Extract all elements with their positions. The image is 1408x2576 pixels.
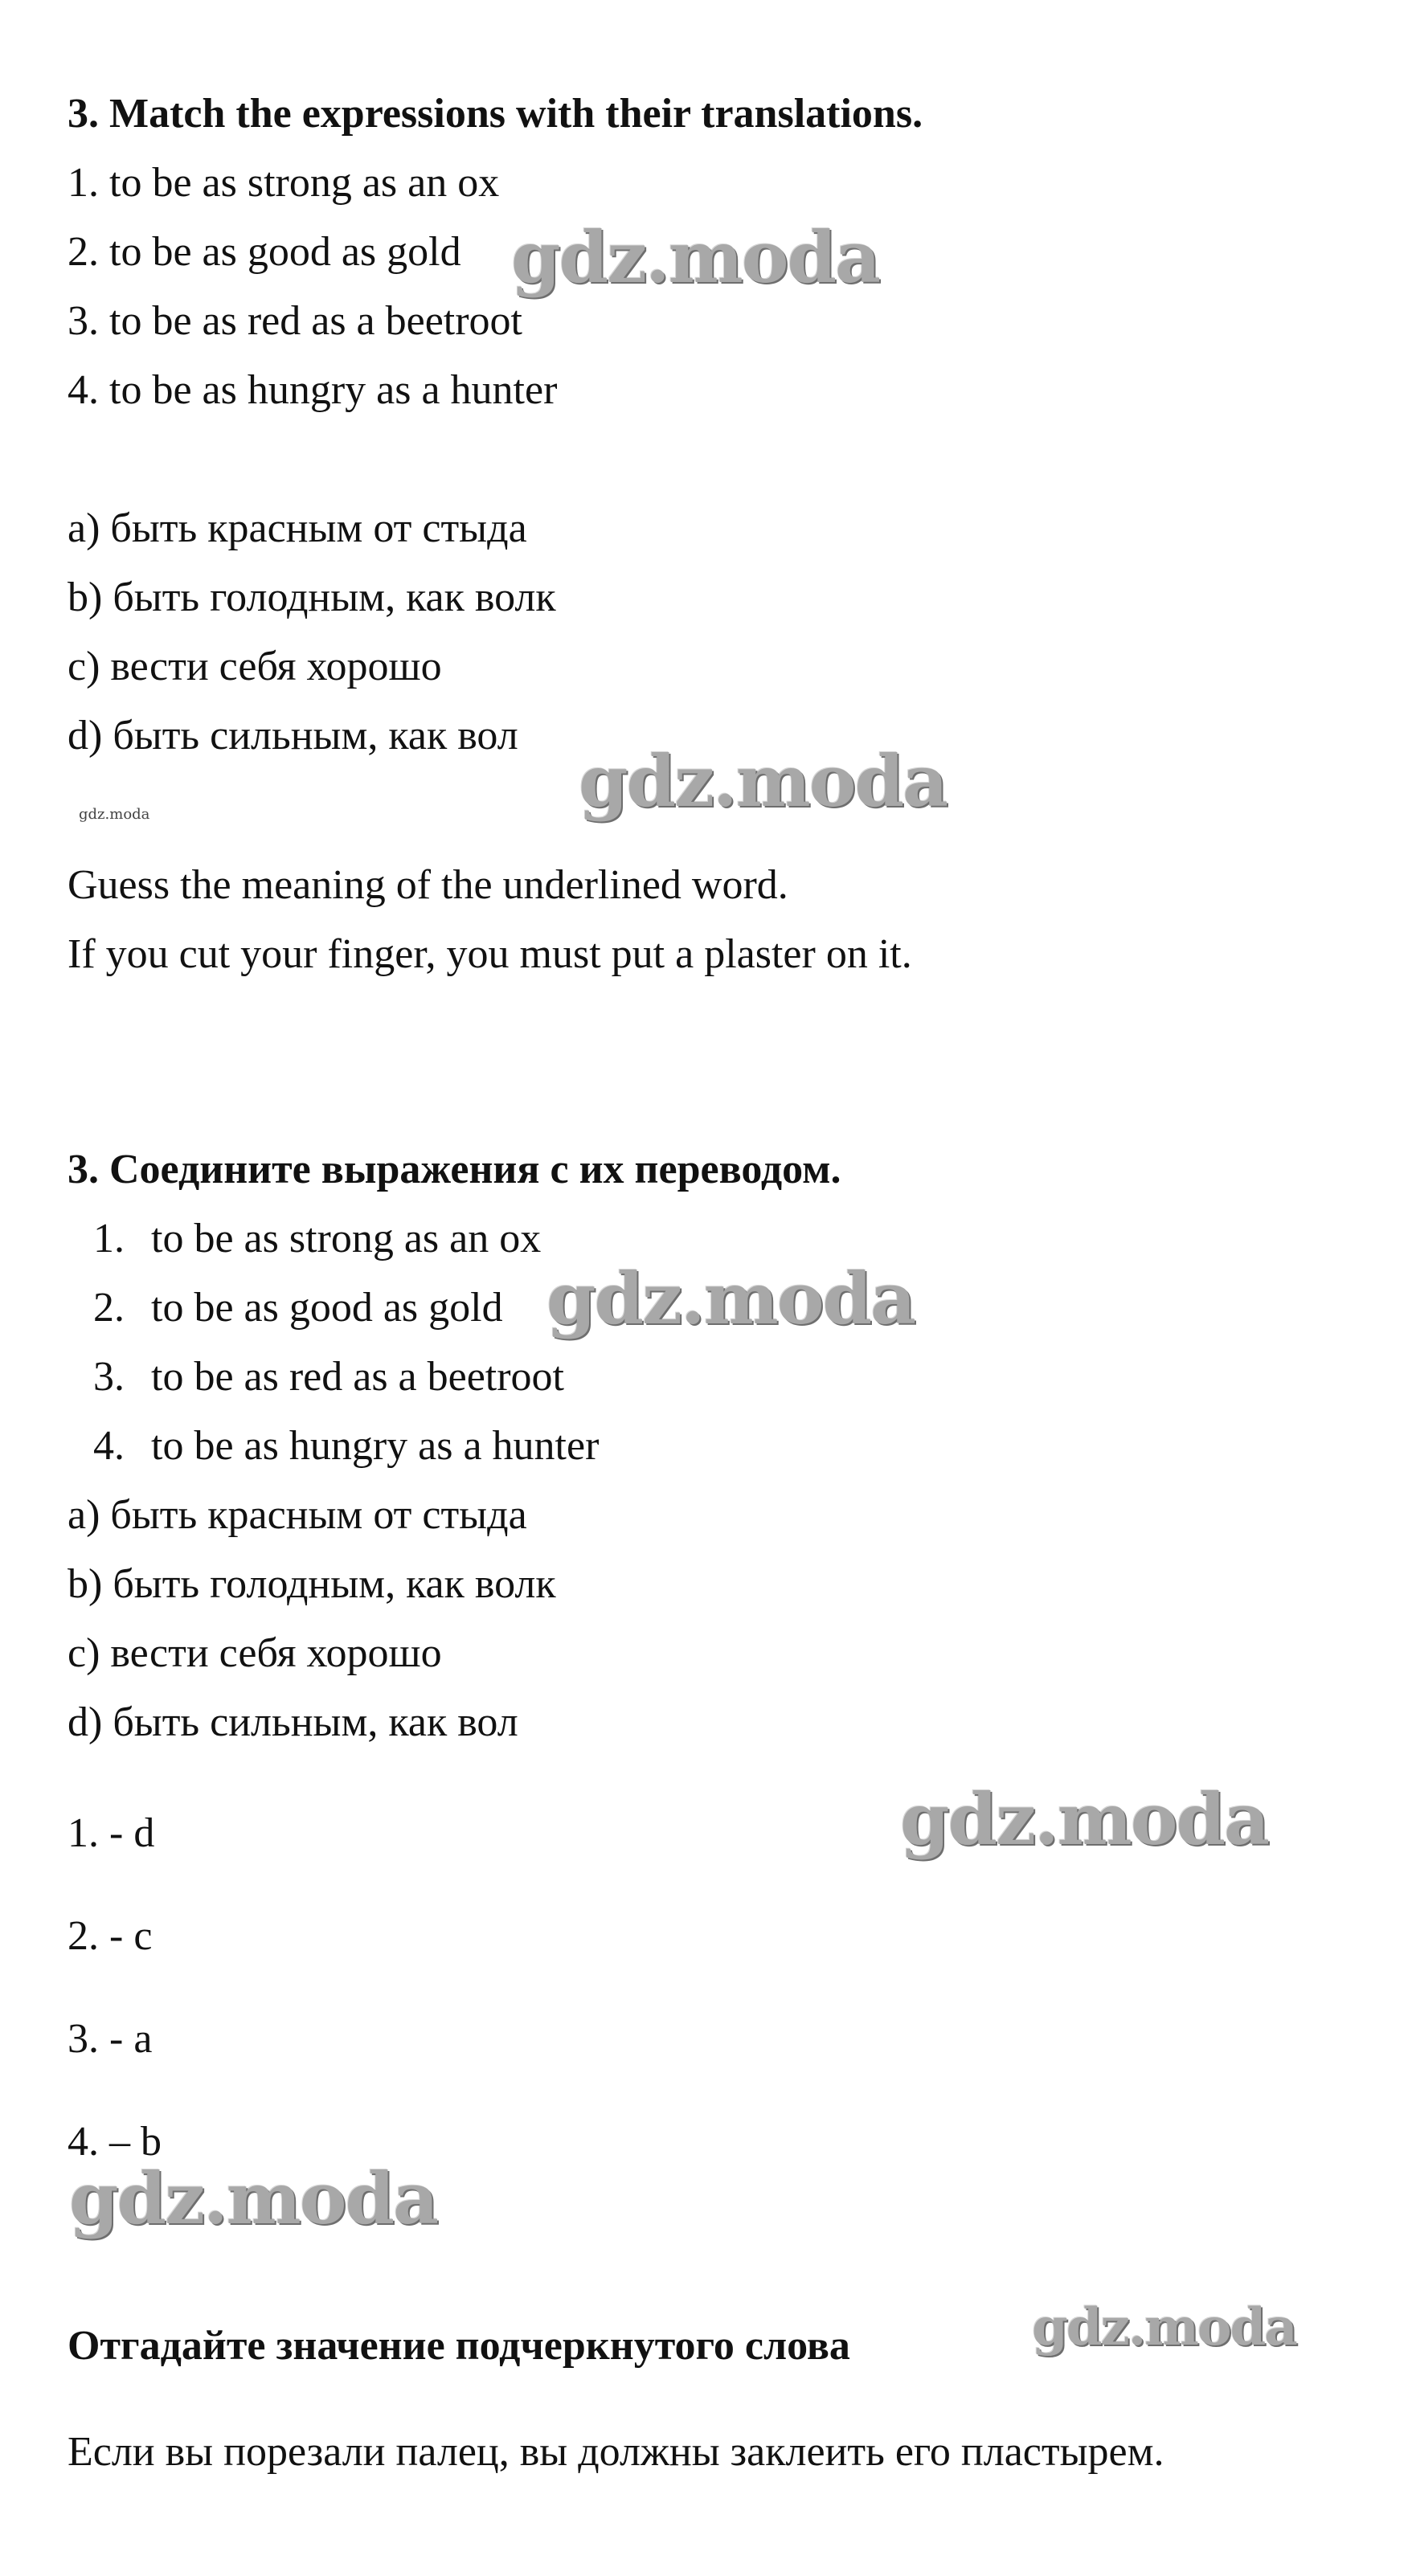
expression-item: 2. to be as good as gold: [68, 229, 461, 275]
expression-item: 4. to be as hungry as a hunter: [68, 367, 558, 413]
watermark-logo: gdz.moda: [1032, 2297, 1296, 2357]
list-text: to be as good as gold: [151, 1285, 503, 1331]
translation-item: b) быть голодным, как волк: [68, 1561, 556, 1607]
list-text: to be as hungry as a hunter: [151, 1423, 600, 1469]
translation-item: d) быть сильным, как вол: [68, 1699, 518, 1745]
list-number: 2.: [93, 1285, 125, 1331]
list-text: to be as red as a beetroot: [151, 1354, 565, 1400]
list-number: 1.: [93, 1216, 125, 1261]
list-text: to be as strong as an ox: [151, 1216, 542, 1261]
guess-prompt-en: Guess the meaning of the underlined word.: [68, 862, 788, 908]
translation-item: d) быть сильным, как вол: [68, 713, 518, 758]
answer-item: 2. - c: [68, 1913, 153, 1959]
watermark-logo: gdz.moda: [579, 739, 948, 823]
expression-item: [93, 1353, 564, 1401]
expression-item: 1. to be as strong as an ox: [68, 160, 500, 206]
translation-item: b) быть голодным, как волк: [68, 574, 556, 620]
guess-title-ru: Отгадайте значение подчеркнутого слова: [68, 2323, 850, 2369]
expression-item: [93, 1284, 503, 1332]
expression-item: [93, 1422, 599, 1470]
translation-item: c) вести себя хорошо: [68, 644, 442, 689]
translation-item: a) быть красным от стыда: [68, 505, 527, 551]
list-number: 4.: [93, 1423, 125, 1469]
exercise-title-en: 3. Match the expressions with their translations.: [68, 91, 923, 137]
watermark-logo: gdz.moda: [511, 215, 880, 299]
answer-item: 1. - d: [68, 1810, 155, 1856]
expression-item: [93, 1215, 541, 1263]
answer-item: 3. - a: [68, 2016, 153, 2062]
watermark-logo: gdz.moda: [546, 1257, 915, 1340]
expression-item: 3. to be as red as a beetroot: [68, 298, 523, 344]
guess-sentence-ru: Если вы порезали палец, вы должны заклеить его пластырем.: [68, 2429, 1164, 2475]
guess-sentence-en: If you cut your finger, you must put a plaster on it.: [68, 931, 912, 977]
watermark-logo: gdz.moda: [69, 2157, 438, 2240]
list-number: 3.: [93, 1354, 125, 1400]
exercise-title-ru: 3. Соедините выражения с их переводом.: [68, 1147, 841, 1192]
translation-item: c) вести себя хорошо: [68, 1630, 442, 1676]
watermark-logo: gdz.moda: [900, 1777, 1269, 1861]
answer-item: 4. – b: [68, 2119, 162, 2165]
translation-item: a) быть красным от стыда: [68, 1492, 527, 1538]
watermark-logo: gdz.moda: [79, 806, 150, 823]
